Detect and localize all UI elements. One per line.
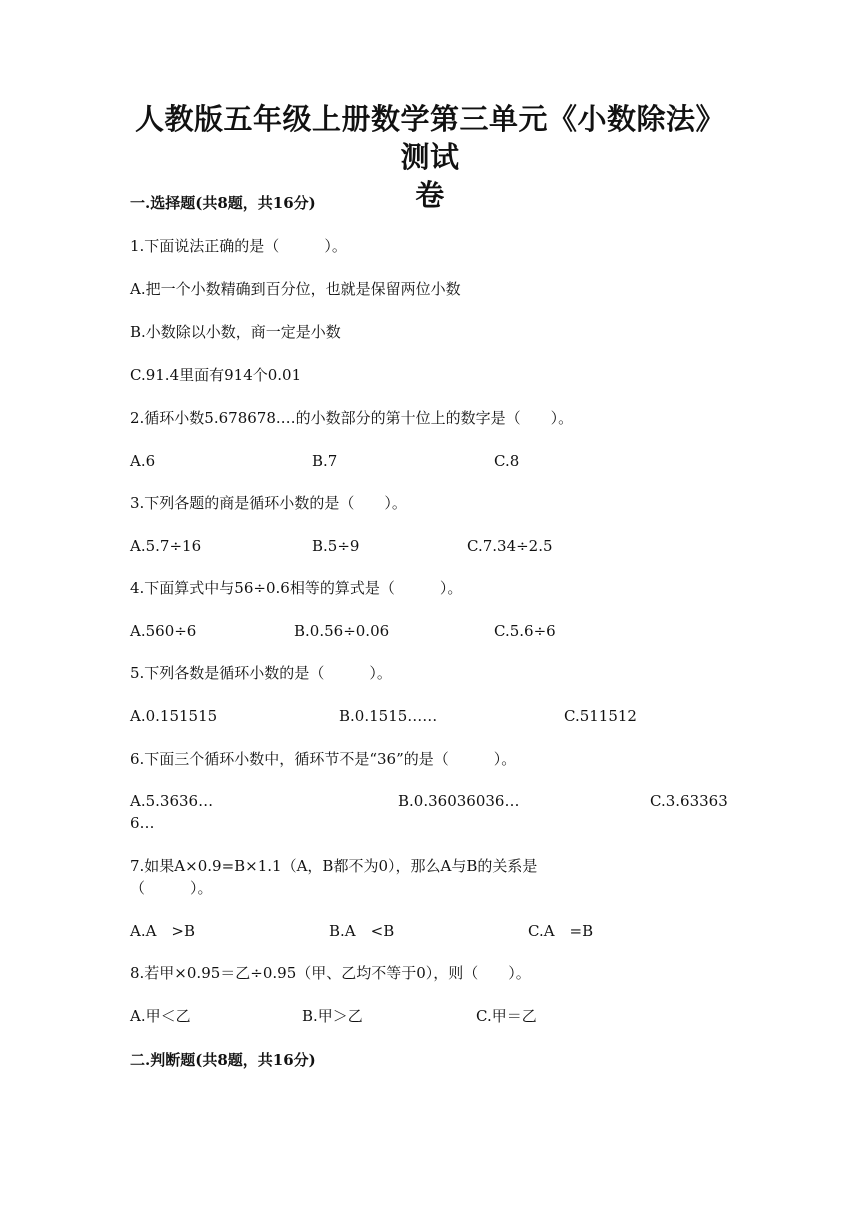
question-7-stem-continued: （ ）。 xyxy=(130,879,213,897)
question-4-stem: 4.下面算式中与56÷0.6相等的算式是（ ）。 xyxy=(130,579,463,597)
question-6-option-c: C.3.63363 xyxy=(650,792,728,810)
question-6-option-c-continued: 6… xyxy=(130,814,155,832)
question-4-option-c: C.5.6÷6 xyxy=(494,622,556,640)
question-2-stem: 2.循环小数5.678678.…的小数部分的第十位上的数字是（ ）。 xyxy=(130,409,574,427)
question-4-option-a: A.560÷6 xyxy=(130,622,197,640)
question-5-option-a: A.0.151515 xyxy=(130,707,218,725)
question-3-stem: 3.下列各题的商是循环小数的是（ ）。 xyxy=(130,494,407,512)
question-6-stem: 6.下面三个循环小数中，循环节不是“36”的是（ ）。 xyxy=(130,750,517,768)
question-3-option-a: A.5.7÷16 xyxy=(130,537,202,555)
question-8-option-a: A.甲＜乙 xyxy=(130,1007,191,1025)
page-title-line-2: 卷 xyxy=(415,178,445,212)
question-6-option-b: B.0.36036036… xyxy=(398,792,520,810)
question-4-option-b: B.0.56÷0.06 xyxy=(294,622,390,640)
question-3-option-b: B.5÷9 xyxy=(312,537,360,555)
question-5-option-b: B.0.1515…… xyxy=(339,707,438,725)
question-5-option-c: C.511512 xyxy=(564,707,637,725)
question-8-option-b: B.甲＞乙 xyxy=(302,1007,363,1025)
section-heading-true-false: 二.判断题(共8题，共16分) xyxy=(130,1051,316,1069)
question-6-option-a: A.5.3636… xyxy=(130,792,214,810)
question-1-option-a: A.把一个小数精确到百分位，也就是保留两位小数 xyxy=(130,280,461,298)
question-7-option-b: B.A <B xyxy=(329,922,395,940)
question-2-option-a: A.6 xyxy=(130,452,156,470)
question-1-option-c: C.91.4里面有914个0.01 xyxy=(130,366,302,384)
section-heading-choice: 一.选择题(共8题，共16分) xyxy=(130,194,316,212)
question-7-option-c: C.A =B xyxy=(528,922,594,940)
question-8-stem: 8.若甲×0.95＝乙÷0.95（甲、乙均不等于0），则（ ）。 xyxy=(130,964,531,982)
question-1-stem: 1.下面说法正确的是（ ）。 xyxy=(130,237,347,255)
question-5-stem: 5.下列各数是循环小数的是（ ）。 xyxy=(130,664,392,682)
page-title-line-1: 人教版五年级上册数学第三单元《小数除法》测试 xyxy=(134,102,725,174)
question-2-option-b: B.7 xyxy=(312,452,338,470)
question-8-option-c: C.甲＝乙 xyxy=(476,1007,537,1025)
question-3-option-c: C.7.34÷2.5 xyxy=(467,537,553,555)
question-2-option-c: C.8 xyxy=(494,452,520,470)
question-7-stem: 7.如果A×0.9=B×1.1（A，B都不为0），那么A与B的关系是 xyxy=(130,857,538,875)
question-7-option-a: A.A >B xyxy=(130,922,196,940)
question-1-option-b: B.小数除以小数，商一定是小数 xyxy=(130,323,341,341)
